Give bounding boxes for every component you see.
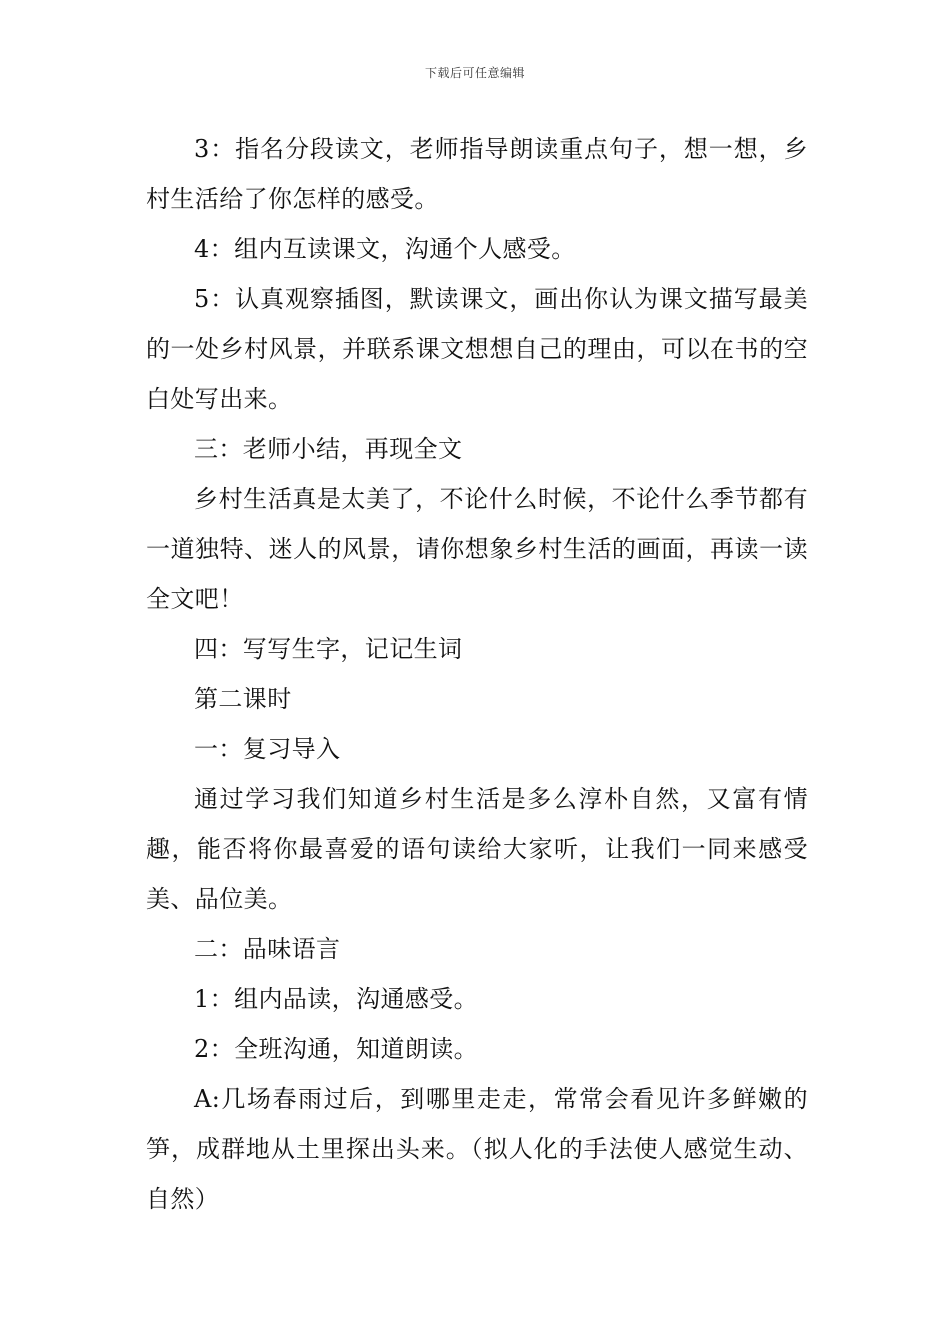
- paragraph: 一：复习导入: [194, 735, 341, 763]
- document-body: [146, 124, 808, 1224]
- paragraph: A:几场春雨过后，到哪里走走，常常会看见许多鲜嫩的笋，成群地从土里探出头来。（拟人化的手法使人感觉生动、自然）: [146, 1085, 808, 1213]
- page-header: 下载后可任意编辑: [424, 66, 525, 80]
- paragraph: 四：写写生字，记记生词: [194, 635, 463, 663]
- paragraph: 三：老师小结，再现全文: [194, 435, 463, 463]
- paragraph: 二：品味语言: [194, 935, 341, 963]
- paragraph: 1：组内品读，沟通感受。: [194, 985, 479, 1013]
- paragraph: 2：全班沟通，知道朗读。: [194, 1035, 479, 1063]
- paragraph: 第二课时: [194, 685, 292, 713]
- paragraph: 4：组内互读课文，沟通个人感受。: [194, 235, 576, 263]
- paragraph: 3：指名分段读文，老师指导朗读重点句子，想一想，乡村生活给了你怎样的感受。: [146, 135, 808, 213]
- paragraph: 5：认真观察插图，默读课文，画出你认为课文描写最美的一处乡村风景，并联系课文想想自己的理由，可以在书的空白处写出来。: [146, 285, 808, 413]
- paragraph: 通过学习我们知道乡村生活是多么淳朴自然，又富有情趣，能否将你最喜爱的语句读给大家听，让我们一同来感受美、品位美。: [146, 785, 808, 913]
- paragraph: 乡村生活真是太美了，不论什么时候，不论什么季节都有一道独特、迷人的风景，请你想象乡村生活的画面，再读一读全文吧！: [146, 485, 808, 613]
